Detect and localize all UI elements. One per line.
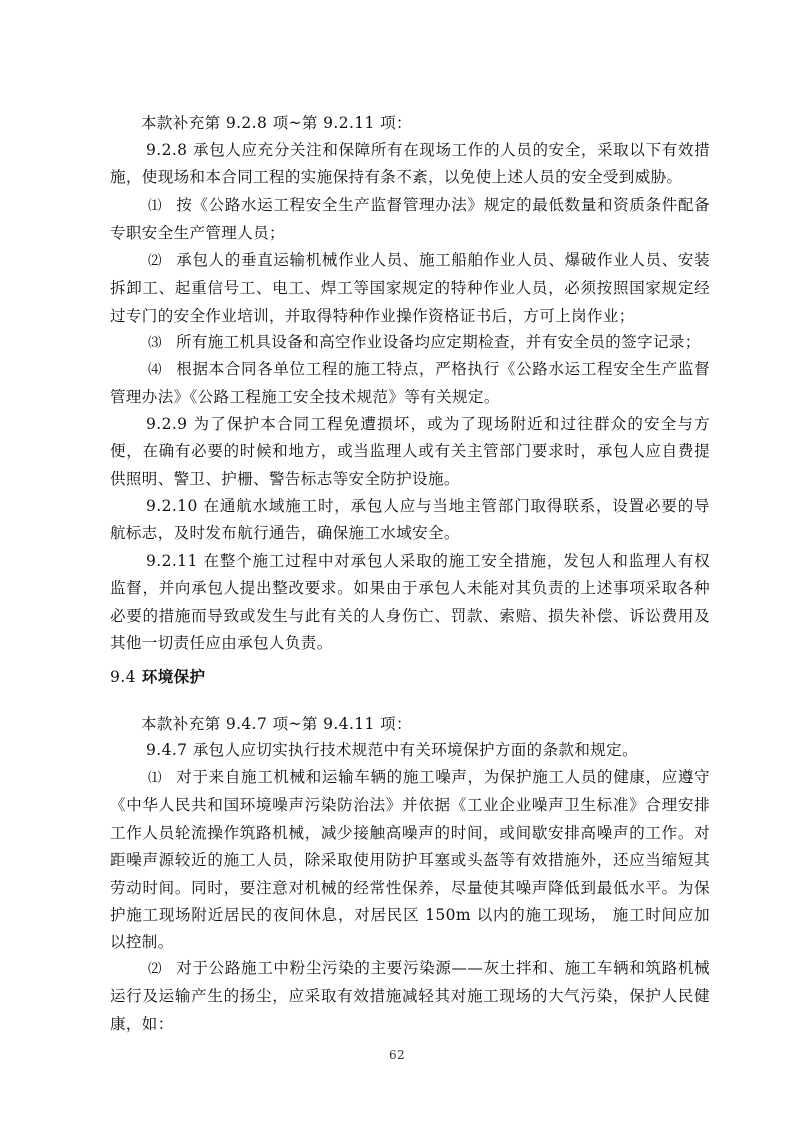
paragraph-9-2-8: 9.2.8 承包人应充分关注和保障所有在现场工作的人员的安全，采取以下有效措施，使现场和本合同工程的实施保持有条不紊，以免使上述人员的安全受到威胁。	[110, 141, 710, 187]
section-heading-9-4	[110, 665, 205, 687]
item-text: 按《公路水运工程安全生产监督管理办法》规定的最低数量和资质条件配备专职安全生产管理人员；	[110, 196, 710, 243]
item-number: ⑴	[148, 770, 162, 786]
item-number: ⑶	[148, 335, 162, 351]
list-item	[110, 247, 710, 330]
item-text: 所有施工机具设备和高空作业设备均应定期检查，并有安全员的签字记录；	[176, 333, 701, 351]
list-item	[110, 356, 710, 412]
item-text: 根据本合同各单位工程的施工特点，严格执行《公路水运工程安全生产监督管理办法》《公路工程施工安全技术规范》等有关规定。	[110, 360, 710, 407]
item-text: 对于公路施工中粉尘污染的主要污染源——灰土拌和、施工车辆和筑路机械运行及运输产生的扬尘，应采取有效措施减轻其对施工现场的大气污染，保护人民健康，如：	[110, 959, 710, 1033]
section-intro-9-2: 本款补充第 9.2.8 项~第 9.2.11 项：	[141, 114, 412, 132]
item-number: ⑷	[148, 362, 162, 378]
list-item	[110, 329, 710, 357]
paragraph-9-2-9: 9.2.9 为了保护本合同工程免遭损坏，或为了现场附近和过往群众的安全与方便，在确有必要的时候和地方，或当监理人或有关主管部门要求时，承包人应自费提供照明、警卫、护栅、警告标志等安全防护设施。	[110, 415, 710, 488]
list-item	[110, 955, 710, 1038]
item-number: ⑴	[148, 198, 162, 214]
paragraph-9-2-11: 9.2.11 在整个施工过程中对承包人采取的施工安全措施，发包人和监理人有权监督，并向承包人提出整改要求。如果由于承包人未能对其负责的上述事项采取各种必要的措施而导致或发生与此有关的人身伤亡、罚款、索赔、损失补偿、诉讼费用及其他一切责任应由承包人负责。	[110, 552, 710, 653]
list-item	[110, 192, 710, 248]
section-intro-9-4: 本款补充第 9.4.7 项~第 9.4.11 项：	[141, 715, 412, 733]
section-number: 9.4	[110, 668, 136, 686]
item-text: 承包人的垂直运输机械作业人员、施工船舶作业人员、爆破作业人员、安装拆卸工、起重信号工、电工、焊工等国家规定的特种作业人员，必须按照国家规定经过专门的安全作业培训，并取得特种作业操作资格证书后，方可上岗作业；	[110, 251, 710, 325]
paragraph-9-4-7: 9.4.7 承包人应切实执行技术规范中有关环境保护方面的条款和规定。	[146, 741, 638, 759]
item-number: ⑵	[148, 253, 162, 269]
list-item	[110, 764, 710, 957]
page-number: 62	[388, 1048, 406, 1062]
item-number: ⑵	[148, 961, 162, 977]
paragraph-9-2-10: 9.2.10 在通航水域施工时，承包人应与当地主管部门取得联系，设置必要的导航标志，及时发布航行通告，确保施工水域安全。	[110, 497, 710, 543]
section-title: 环境保护	[141, 668, 206, 686]
item-text: 对于来自施工机械和运输车辆的施工噪声，为保护施工人员的健康，应遵守《中华人民共和国环境噪声污染防治法》并依据《工业企业噪声卫生标准》合理安排工作人员轮流操作筑路机械，减少接触高噪声的时间，或间歇安排高噪声的工作。对距噪声源较近的施工人员，除采取使用防护耳塞或头盔等有效措施外，还应当缩短其劳动时间。同时，要注意对机械的经常性保养，尽量使其噪声降低到最低水平。为保护施工现场附近居民的夜间休息，对居民区 150m 以内的施工现场， 施工时间应加以控制。	[110, 768, 710, 952]
